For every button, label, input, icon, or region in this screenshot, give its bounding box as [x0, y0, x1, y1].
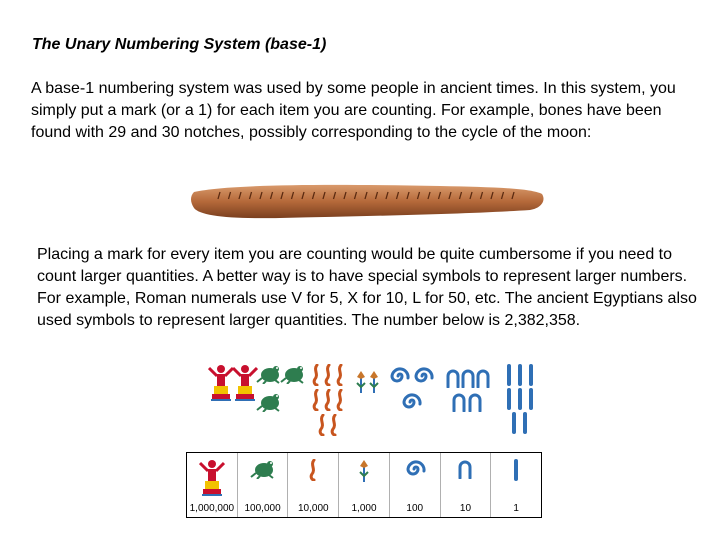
legend-cell	[491, 453, 541, 517]
explanation-paragraph: Placing a mark for every item you are counting would be quite cumbersome if you need to count larger quantities. A better way is to have special symbols to represent larger numbers. For example, Roman numerals use V for 5, X for 10, L for 50, etc. The ancient Egyptians also used symbols to represent larger quantities. The number below is 2,382,358.	[37, 246, 697, 329]
stroke-icon	[529, 364, 533, 386]
tadpole-icon	[256, 392, 282, 412]
finger-icon	[318, 414, 326, 436]
tadpole-icon	[256, 364, 282, 384]
legend-cell	[339, 453, 390, 517]
heel-bone-icon	[476, 368, 490, 388]
egyptian-symbol-legend	[186, 452, 542, 518]
stroke-icon	[507, 388, 511, 410]
legend-value: 1	[513, 503, 519, 514]
legend-cell	[441, 453, 492, 517]
legend-cell	[187, 453, 238, 517]
stroke-icon	[529, 388, 533, 410]
notched-bone-image	[190, 178, 546, 222]
finger-icon	[324, 364, 332, 386]
legend-value: 100	[406, 503, 424, 514]
heel-bone-icon	[458, 459, 472, 479]
stroke-icon	[512, 412, 516, 434]
page-title: The Unary Numbering System (base-1)	[32, 36, 327, 53]
intro-paragraph: A base-1 numbering system was used by some people in ancient times. In this system, you simply put a mark (or a 1) for each item you are counting. For example, bones have been found with 29 and 30 notches, possibly corresponding to the cycle of the moon:	[31, 80, 676, 141]
stroke-icon	[518, 364, 522, 386]
stroke-icon	[507, 364, 511, 386]
legend-cell	[390, 453, 441, 517]
finger-icon	[336, 364, 344, 386]
legend-value: 1,000,000	[189, 503, 235, 514]
finger-icon	[312, 364, 320, 386]
coil-icon	[412, 366, 434, 386]
kneeling-man-icon	[232, 364, 258, 402]
kneeling-man-icon	[208, 364, 234, 402]
legend-cell	[238, 453, 289, 517]
coil-icon	[388, 366, 410, 386]
legend-cell	[288, 453, 339, 517]
heel-bone-icon	[468, 392, 482, 412]
heel-bone-icon	[446, 368, 460, 388]
stroke-icon	[514, 459, 518, 481]
tadpole-icon	[250, 459, 276, 479]
tadpole-icon	[280, 364, 306, 384]
finger-icon	[324, 389, 332, 411]
lotus-icon	[368, 370, 380, 394]
legend-value: 10	[459, 503, 472, 514]
legend-value: 1,000	[351, 503, 377, 514]
legend-value: 100,000	[244, 503, 281, 514]
finger-icon	[309, 459, 317, 481]
lotus-icon	[358, 459, 370, 483]
kneeling-man-icon	[199, 459, 225, 497]
heel-bone-icon	[461, 368, 475, 388]
stroke-icon	[518, 388, 522, 410]
heel-bone-icon	[452, 392, 466, 412]
legend-value: 10,000	[298, 503, 329, 514]
coil-icon	[400, 392, 422, 412]
lotus-icon	[355, 370, 367, 394]
finger-icon	[336, 389, 344, 411]
finger-icon	[312, 389, 320, 411]
stroke-icon	[523, 412, 527, 434]
finger-icon	[330, 414, 338, 436]
coil-icon	[404, 459, 426, 479]
